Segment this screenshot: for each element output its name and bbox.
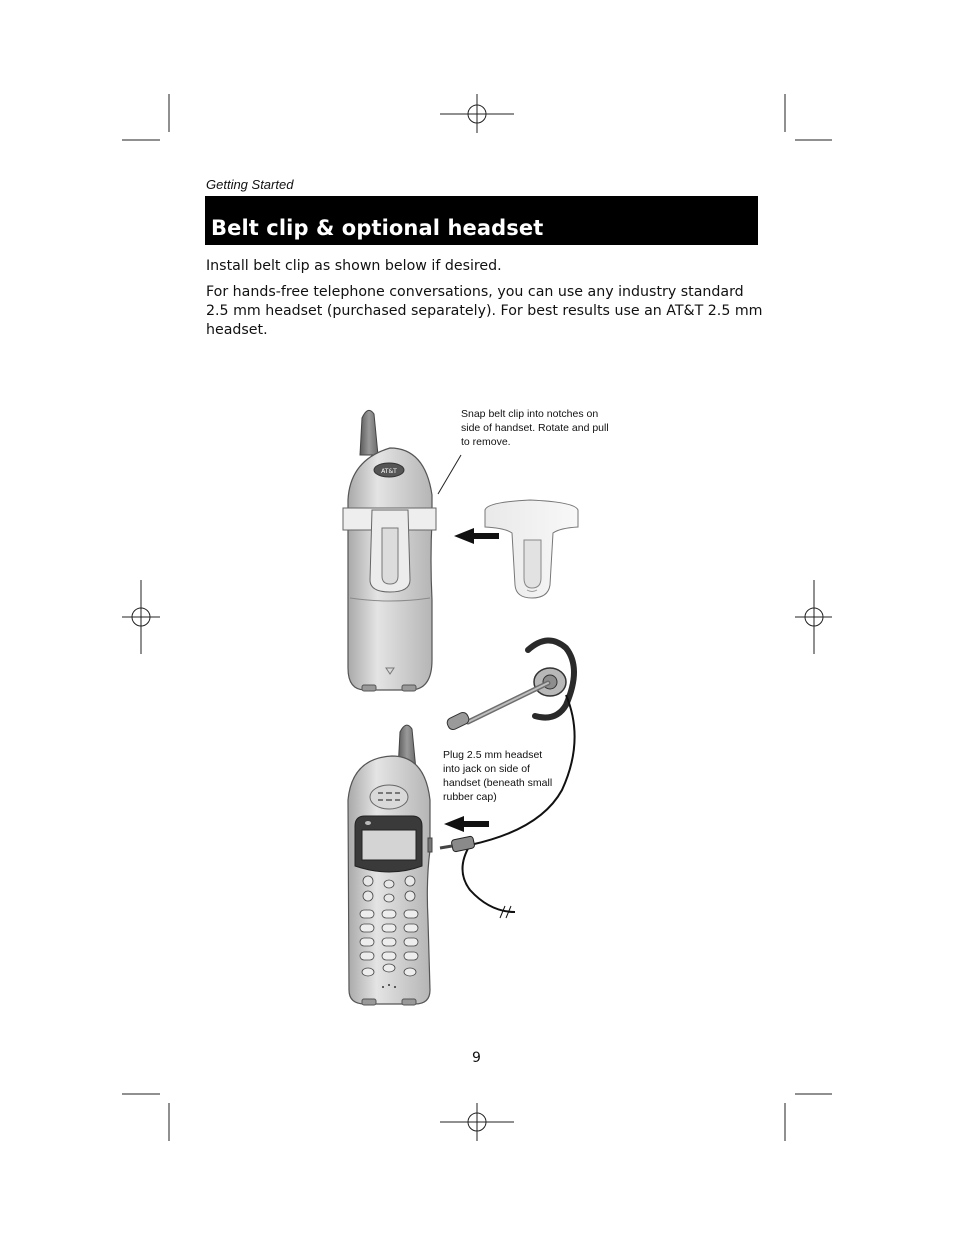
headset-paragraph: For hands-free telephone conversations, you can use any industry standard 2.5 mm headset (purchased separately). For best results use an AT&T 2.5 mm headset. [206,284,763,338]
arrow-left [454,528,499,544]
callout-leader [438,455,461,494]
intro-paragraph: Install belt clip as shown below if desired. [206,258,502,274]
handset-back [343,410,436,691]
page-title: Belt clip & optional headset [211,216,544,240]
page-number: 9 [472,1050,481,1066]
belt-clip [485,500,578,598]
section-label: Getting Started [206,177,294,192]
belt-clip-callout: Snap belt clip into notches on side of handset. Rotate and pull to remove. [461,408,609,448]
arrow-left [444,816,489,832]
headset-callout: Plug 2.5 mm headset into jack on side of handset (beneath small rubber cap) [443,749,553,803]
svg-text:AT&T: AT&T [381,468,397,475]
handset-front [348,725,432,1005]
